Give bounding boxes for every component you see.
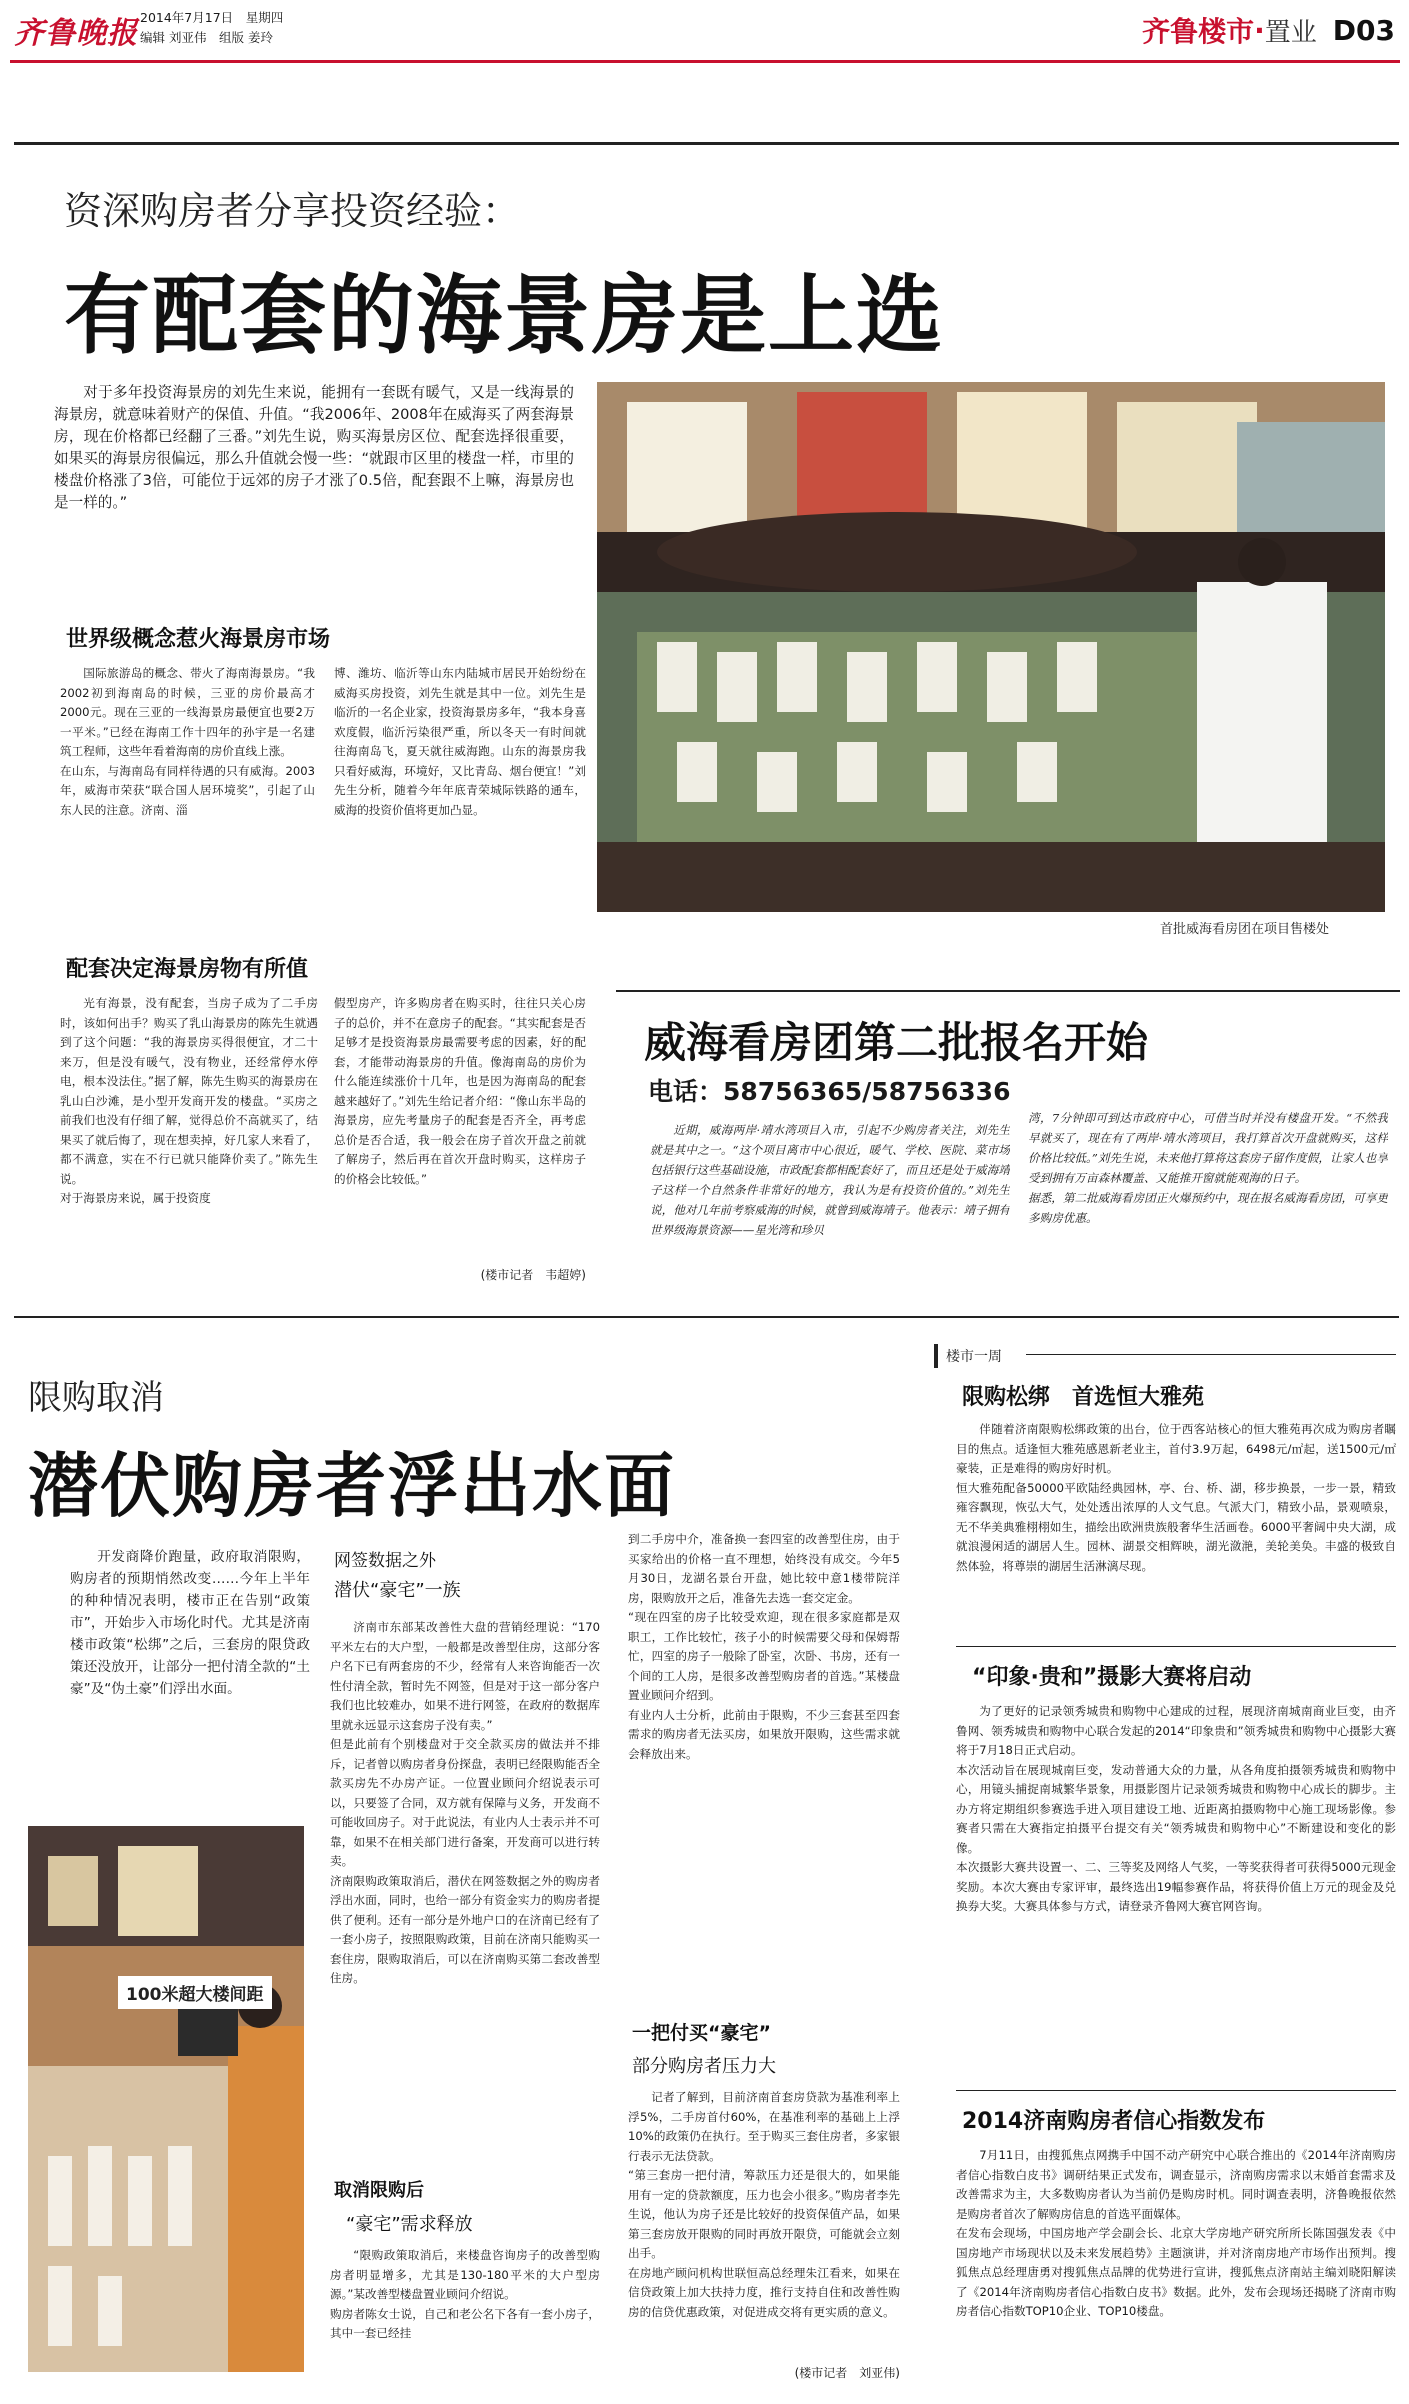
section-subtitle: 置业 [1264, 17, 1317, 48]
article1-headline: 有配套的海景房是上选 [64, 265, 944, 366]
article2-subheading-1-small: 网签数据之外 [334, 1551, 436, 1571]
showroom-illustration [28, 1826, 304, 2372]
sidebar-text-3: 7月11日，由搜狐焦点网携手中国不动产研究中心联合推出的《2014年济南购房者信心指数白皮书》调研结果正式发布，调查显示，济南购房需求以末婚首套需求及改善需求为主，大多数购房者认为当前仍是购房时机。同时调查表明，济鲁晚报依然是购房者首次了解购房信息的首选平面媒体。 在发布会现场，中国房地产学会副会长、北京大学房地产研究所所长陈国强发表《中国房地产市场现状以及未来发展趋势》主题演讲，并对济南房地产市场作出预判。搜狐焦点总经理唐勇对搜狐焦点品牌的优势进行宣讲，搜狐焦点济南站主编刘晓阳解读了《2014年济南购房者信心指数白皮书》数据。此外，发布会现场还揭晓了济南市购房者信心指数TOP10企业、TOP10楼盘。 [956, 2148, 1396, 2318]
masthead [0, 0, 1409, 64]
sidebar-tag-rule [1026, 1354, 1396, 1355]
tour-box [616, 990, 1400, 1290]
sidebar-text-1: 伴随着济南限购松绑政策的出台，位于西客站核心的恒大雅苑再次成为购房者瞩目的焦点。适逢恒大雅苑感恩新老业主，首付3.9万起，6498元/㎡起，送1500元/㎡豪装，正是难得的购房好时机。 恒大雅苑配备50000平欧陆经典园林，亭、台、桥、湖，移步换景，一步一景，精致雍容飘现，恢弘大气，处处透出浓厚的人文气息。气派大门，精致小品，景观喷泉，无不华美典雅栩栩如生，描绘出欧洲贵族般奢华生活画卷。6000平奢阔中央大湖，成就浪漫闲适的湖居人生。园林、湖景交相辉映，湖光潋滟，美轮美奂。丰盛的极致自然体验，将尊崇的湖居生活淋漓尽现。 [956, 1422, 1396, 1573]
article1-subheading-1: 世界级概念惹火海景房市场 [66, 627, 331, 652]
tour-phone-number: 58756365/58756336 [723, 1077, 1011, 1106]
article2-subheading-3b: 部分购房者压力大 [632, 2056, 776, 2077]
sales-office-illustration [597, 382, 1385, 912]
tour-text-left: 近期，威海两岸·靖水湾项目入市，引起不少购房者关注，刘先生就是其中之一。“这个项目离市中心很近，暖气、学校、医院、菜市场包括银行这些基础设施，市政配套都相配套好了，而且还是处于威海靖子这样一个自然条件非常好的地方，我认为是有投资价值的。”刘先生说，他对几年前考察威海的时候，就曾到威海靖子。他表示：靖子拥有世界级海景资源——星光湾和珍贝 [650, 1123, 1010, 1237]
tour-phone [648, 1072, 1010, 1108]
page-number: D03 [1332, 13, 1395, 47]
article2-lead: 开发商降价跑量，政府取消限购，购房者的预期悄然改变……今年上半年的种种情况表明，楼市正在告别“政策市”，开始步入市场化时代。尤其是济南楼市政策“松绑”之后，三套房的限贷政策还没放开，让部分一把付清全款的“土豪”及“伪土豪”们浮出水面。 [70, 1549, 310, 1697]
sidebar-heading-3: 2014济南购房者信心指数发布 [962, 2109, 1266, 2134]
article2-kicker: 限购取消 [28, 1378, 164, 1418]
article2-subheading-2-small: 取消限购后 [334, 2180, 424, 2201]
article2-subheading-1: 潜伏“豪宅”一族 [334, 1580, 461, 1601]
article2-col-1: 济南市东部某改善性大盘的营销经理说：“170平米左右的大户型，一般都是改善型住房，这部分客户名下已有两套房的不少，经常有人来咨询能否一次性付清全款，暂时先不网签，但是对于这一部分客户我们也比较难办，如果不进行网签，在政府的数据库里就永远显示这套房子没有卖。” 但是此前有个别楼盘对于交全款买房的做法并不排斥，记者曾以购房者身份探盘，表明已经限购能否全款买房先不办房产证。一位置业顾问介绍说表示可以，只要签了合同，双方就有保障与义务，开发商不可能收回房子。对于此说法，有业内人士表示并不可靠，如果不在相关部门进行备案，开发商可以进行转卖。 济南限购政策取消后，潜伏在网签数据之外的购房者浮出水面，同时，也给一部分有资金实力的购房者提供了便利。还有一部分是外地户口的在济南已经有了一套小房子，按照限购政策，目前在济南只能购买一套住房，限购取消后，可以在济南购买第二套改善型住房。 [330, 1620, 600, 1985]
article2-credit: (楼市记者 刘亚伟) [794, 2366, 900, 2380]
section-title: 齐鲁楼市 [1142, 15, 1255, 48]
article2-headline: 潜伏购房者浮出水面 [28, 1444, 676, 1527]
showroom-photo [28, 1826, 304, 2372]
article2-subheading-3: 一把付买“豪宅” [632, 2022, 771, 2044]
sidebar-heading-2: “印象·贵和”摄影大赛将启动 [972, 1665, 1252, 1690]
issue-date: 2014年7月17日 [140, 10, 234, 25]
sidebar-rule-1 [956, 1646, 1396, 1647]
article2-col-2b: 记者了解到，目前济南首套房贷款为基准利率上浮5%，二手房首付60%，在基准利率的基础上上浮10%的政策仍在执行。至于购买三套住房者，多家银行表示无法贷款。 “第三套房一把付清，筹款压力还是很大的，如果能用有一定的贷款额度，压力也会小很多。”购房者李先生说，他认为房子还是比较好的投资保值产品，如果第三套房放开限购的同时再放开限贷，可能就会立刻出手。 在房地产顾问机构世联恒高总经理朱江看来，如果在信贷政策上加大扶持力度，推行支持自住和改善性购房的信贷优惠政策，对促进成交将有更实质的意义。 [628, 2090, 900, 2319]
masthead-rule [10, 60, 1400, 63]
article2-col-1b: “限购政策取消后，来楼盘咨询房子的改善型购房者明显增多，尤其是130-180平米的大户型房源。”某改善型楼盘置业顾问介绍说。 购房者陈女士说，自己和老公名下各有一套小房子，其中一套已经挂 [330, 2248, 600, 2340]
tour-phone-label: 电话： [648, 1077, 724, 1106]
article1-col-1: 国际旅游岛的概念、带火了海南海景房。“我2002初到海南岛的时候，三亚的房价最高才2000元。现在三亚的一线海景房最便宜也要2万一平米。”已经在海南工作十四年的孙宇是一名建筑工程师，这些年看着海南的房价直线上涨。 在山东，与海南岛有同样待遇的只有威海。2003年，威海市荣获“联合国人居环境奖”，引起了山东人民的注意。济南、淄 [60, 666, 315, 817]
article2-col-2: 到二手房中介，准备换一套四室的改善型住房，由于买家给出的价格一直不理想，始终没有成交。今年5月30日，龙湖名景台开盘，她比较中意1楼带院洋房，限购放开之后，准备先去选一套交定金。 “现在四室的房子比较受欢迎，现在很多家庭都是双职工，工作比较忙，孩子小的时候需要父母和保姆帮忙，四室的房子一般除了卧室，次卧、书房，还有一个间的工人房，是很多改善型购房者的首选。”某楼盘置业顾问介绍到。 有业内人士分析，此前由于限购，不少三套甚至四套需求的购房者无法买房，如果放开限购，这些需求就会释放出来。 [628, 1532, 900, 1761]
article1-col-2: 博、潍坊、临沂等山东内陆城市居民开始纷纷在威海买房投资，刘先生就是其中一位。刘先生是临沂的一名企业家，投资海景房多年，“我本身喜欢度假，临沂污染很严重，所以冬天一有时间就往海南岛飞，夏天就往威海跑。山东的海景房我只看好威海，环境好，又比青岛、烟台便宜！”刘先生分析，随着今年年底青荣城际铁路的通车，威海的投资价值将更加凸显。 [334, 666, 586, 817]
sidebar-heading-1: 限购松绑 首选恒大雅苑 [962, 1385, 1205, 1410]
article1-col-4: 假型房产，许多购房者在购买时，往往只关心房子的总价，并不在意房子的配套。“其实配套是否足够才是投资海景房最需要考虑的因素，好的配套，才能带动海景房的升值。像海南岛的房价为什么能连续涨价十几年，也是因为海南岛的配套越来越好了。”刘先生给记者介绍：“像山东半岛的海景房，应先考量房子的配套是否齐全，再考虑总价是否合适，我一般会在房子首次开盘之前就了解房子，然后再在首次开盘时购买，这样房子的价格会比较低。” [334, 996, 586, 1186]
showroom-sign: 100米超大楼间距 [118, 1976, 272, 2009]
sidebar-tag: 楼市一周 [934, 1344, 1010, 1368]
layout-credit: 组版 姜玲 [219, 30, 273, 45]
section-dot: · [1254, 13, 1265, 47]
issue-weekday: 星期四 [245, 10, 284, 25]
article1-col-3: 光有海景，没有配套，当房子成为了二手房时，该如何出手？购买了乳山海景房的陈先生就遇到了这个问题：“我的海景房买得很便宜，才二十来万，但是没有暖气，没有物业，还经常停水停电，根本没法住。”据了解，陈先生购买的海景房在乳山白沙滩，是小型开发商开发的楼盘。“买房之前我们也没有仔细了解，觉得总价不高就买了，结果买了就后悔了，现在想卖掉，好几家人来看了，都不满意，实在不行已就只能降价卖了。”陈先生说。 对于海景房来说，属于投资度 [60, 996, 318, 1205]
tour-text-right: 湾，7分钟即可到达市政府中心，可借当时并没有楼盘开发。“不然我早就买了，现在有了两岸·靖水湾项目，我打算首次开盘就购买，这样价格比较低。”刘先生说，未来他打算将这套房子留作度假，让家人也享受到拥有万亩森林覆盖、又能推开窗就能观海的日子。 据悉，第二批威海看房团正火爆预约中，现在报名威海看房团，可享更多购房优惠。 [1028, 1111, 1388, 1225]
mid-rule [14, 1316, 1399, 1318]
sidebar [916, 1340, 1400, 2390]
article2-subheading-2: “豪宅”需求释放 [346, 2214, 473, 2235]
article1-lead: 对于多年投资海景房的刘先生来说，能拥有一套既有暖气，又是一线海景的海景房，就意味着财产的保值、升值。“我2006年、2008年在威海买了两套海景房，现在价格都已经翻了三番。”刘先生说，购买海景房区位、配套选择很重要，如果买的海景房很偏远，那么升值就会慢一些：“就跟市区里的楼盘一样，市里的楼盘价格涨了3倍，可能位于远郊的房子才涨了0.5倍，配套跟不上嘛，海景房也是一样的。” [54, 384, 574, 511]
newspaper-logo: 齐鲁晚报 [14, 16, 138, 51]
photo-caption: 首批威海看房团在项目售楼处 [1160, 922, 1330, 937]
editor-credit: 编辑 刘亚伟 [140, 30, 207, 45]
article1-subheading-2: 配套决定海景房物有所值 [66, 957, 309, 982]
viewing-photo [597, 382, 1385, 912]
section-banner [1142, 10, 1395, 50]
tour-top-rule [616, 990, 1400, 992]
top-rule [14, 142, 1399, 145]
sidebar-text-2: 为了更好的记录领秀城贵和购物中心建成的过程，展现济南城南商业巨变，由齐鲁网、领秀城贵和购物中心联合发起的2014“印象贵和”领秀城贵和购物中心摄影大赛将于7月18日正式启动。 本次活动旨在展现城南巨变，发动普通大众的力量，从各角度拍摄领秀城贵和购物中心，用镜头捕捉南城繁华景象，用摄影图片记录领秀城贵和购物中心成长的脚步。主办方将定期组织参赛选手进入项目建设工地、近距离拍摄购物中心施工现场影像。参赛者只需在大赛指定拍摄平台提交有关“领秀城贵和购物中心”不断建设和变化的影像。 本次摄影大赛共设置一、二、三等奖及网络人气奖，一等奖获得者可获得5000元现金奖励。本次大赛由专家评审，最终选出19幅参赛作品，将获得价值上万元的现金及兑换券大奖。大赛具体参与方式，请登录齐鲁网大赛官网咨询。 [956, 1704, 1396, 1913]
tour-title: 威海看房团第二批报名开始 [644, 1018, 1149, 1067]
article1-credit: (楼市记者 韦超婷) [480, 1268, 586, 1282]
masthead-meta [140, 8, 283, 48]
article1-kicker: 资深购房者分享投资经验： [64, 189, 521, 233]
sidebar-rule-2 [956, 2090, 1396, 2091]
